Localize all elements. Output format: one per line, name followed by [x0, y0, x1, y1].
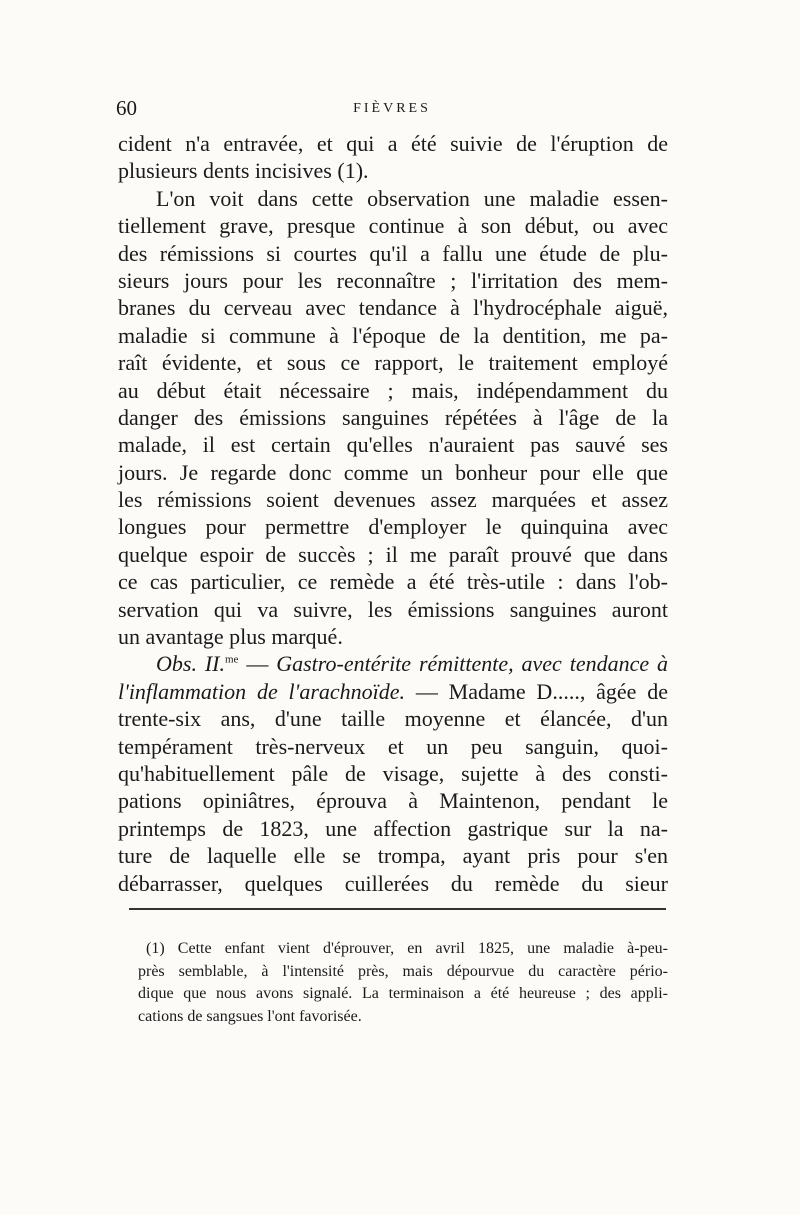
text-line: malade, il est certain qu'elles n'auraient pas sauvé ses: [118, 432, 668, 458]
footnote-separator: [129, 908, 666, 910]
footnote: [138, 938, 668, 1028]
footnote-line: (1) Cette enfant vient d'éprouver, en avril 1825, une maladie à-peu-: [146, 940, 668, 957]
text-span: — Madame D....., âgée de: [405, 678, 668, 704]
footnote-line: cations de sangsues l'ont favorisée.: [138, 1007, 362, 1025]
page-number: 60: [116, 96, 137, 120]
text-line: pations opiniâtres, éprouva à Maintenon, pendant le: [118, 788, 668, 814]
text-line: plusieurs dents incisives (1).: [118, 158, 369, 184]
footnote-line: dique que nous avons signalé. La terminaison a été heureuse ; des appli-: [138, 985, 668, 1002]
observation-title: Gastro-entérite rémittente, avec tendance à: [276, 651, 669, 677]
text-line: un avantage plus marqué.: [118, 624, 343, 650]
text-line: jours. Je regarde donc comme un bonheur pour elle que: [118, 459, 668, 485]
text-line: printemps de 1823, une affection gastrique sur la na-: [118, 815, 668, 841]
text-line: servation qui va suivre, les émissions sanguines auront: [118, 596, 668, 622]
text-line: danger des émissions sanguines répétées à l'âge de la: [118, 404, 668, 430]
text-line: débarrasser, quelques cuillerées du remède du sieur: [118, 870, 668, 896]
observation-heading-line: [118, 650, 668, 677]
text-line: quelque espoir de succès ; il me paraît prouvé que dans: [118, 541, 668, 567]
em-dash: —: [238, 651, 277, 677]
text-line: L'on voit dans cette observation une maladie essen-: [156, 185, 668, 211]
text-line: raît évidente, et sous ce rapport, le traitement employé: [118, 350, 668, 376]
observation-title-continued: l'inflammation de l'arachnoïde.: [118, 678, 406, 704]
text-line: sieurs jours pour les reconnaître ; l'irritation des mem-: [118, 267, 668, 293]
text-line: maladie si commune à l'époque de la dentition, me pa-: [118, 322, 668, 348]
text-line: longues pour permettre d'employer le quinquina avec: [118, 514, 668, 540]
text-line: des rémissions si courtes qu'il a fallu une étude de plu-: [118, 240, 668, 266]
running-title: FIÈVRES: [353, 101, 431, 116]
text-line: tiellement grave, presque continue à son début, ou avec: [118, 213, 668, 239]
text-line: trente-six ans, d'une taille moyenne et élancée, d'un: [118, 706, 668, 732]
text-line: cident n'a entravée, et qui a été suivie de l'éruption de: [118, 131, 668, 156]
observation-label: Obs. II.: [156, 651, 225, 677]
text-line: tempérament très-nerveux et un peu sanguin, quoi-: [118, 733, 668, 759]
text-line: [118, 678, 668, 705]
observation-label-superscript: me: [225, 654, 239, 667]
text-line: les rémissions soient devenues assez marquées et assez: [118, 487, 668, 513]
main-text: [118, 130, 668, 897]
text-line: qu'habituellement pâle de visage, sujette à des consti-: [118, 760, 668, 786]
text-line: ce cas particulier, ce remède a été très-utile : dans l'ob-: [118, 569, 668, 595]
footnote-line: près semblable, à l'intensité près, mais dépourvue du caractère pério-: [138, 962, 668, 980]
page-header: [116, 96, 668, 126]
text-line: branes du cerveau avec tendance à l'hydrocéphale aiguë,: [118, 295, 668, 321]
text-line: au début était nécessaire ; mais, indépendamment du: [118, 377, 668, 403]
text-line: ture de laquelle elle se trompa, ayant pris pour s'en: [118, 843, 668, 869]
